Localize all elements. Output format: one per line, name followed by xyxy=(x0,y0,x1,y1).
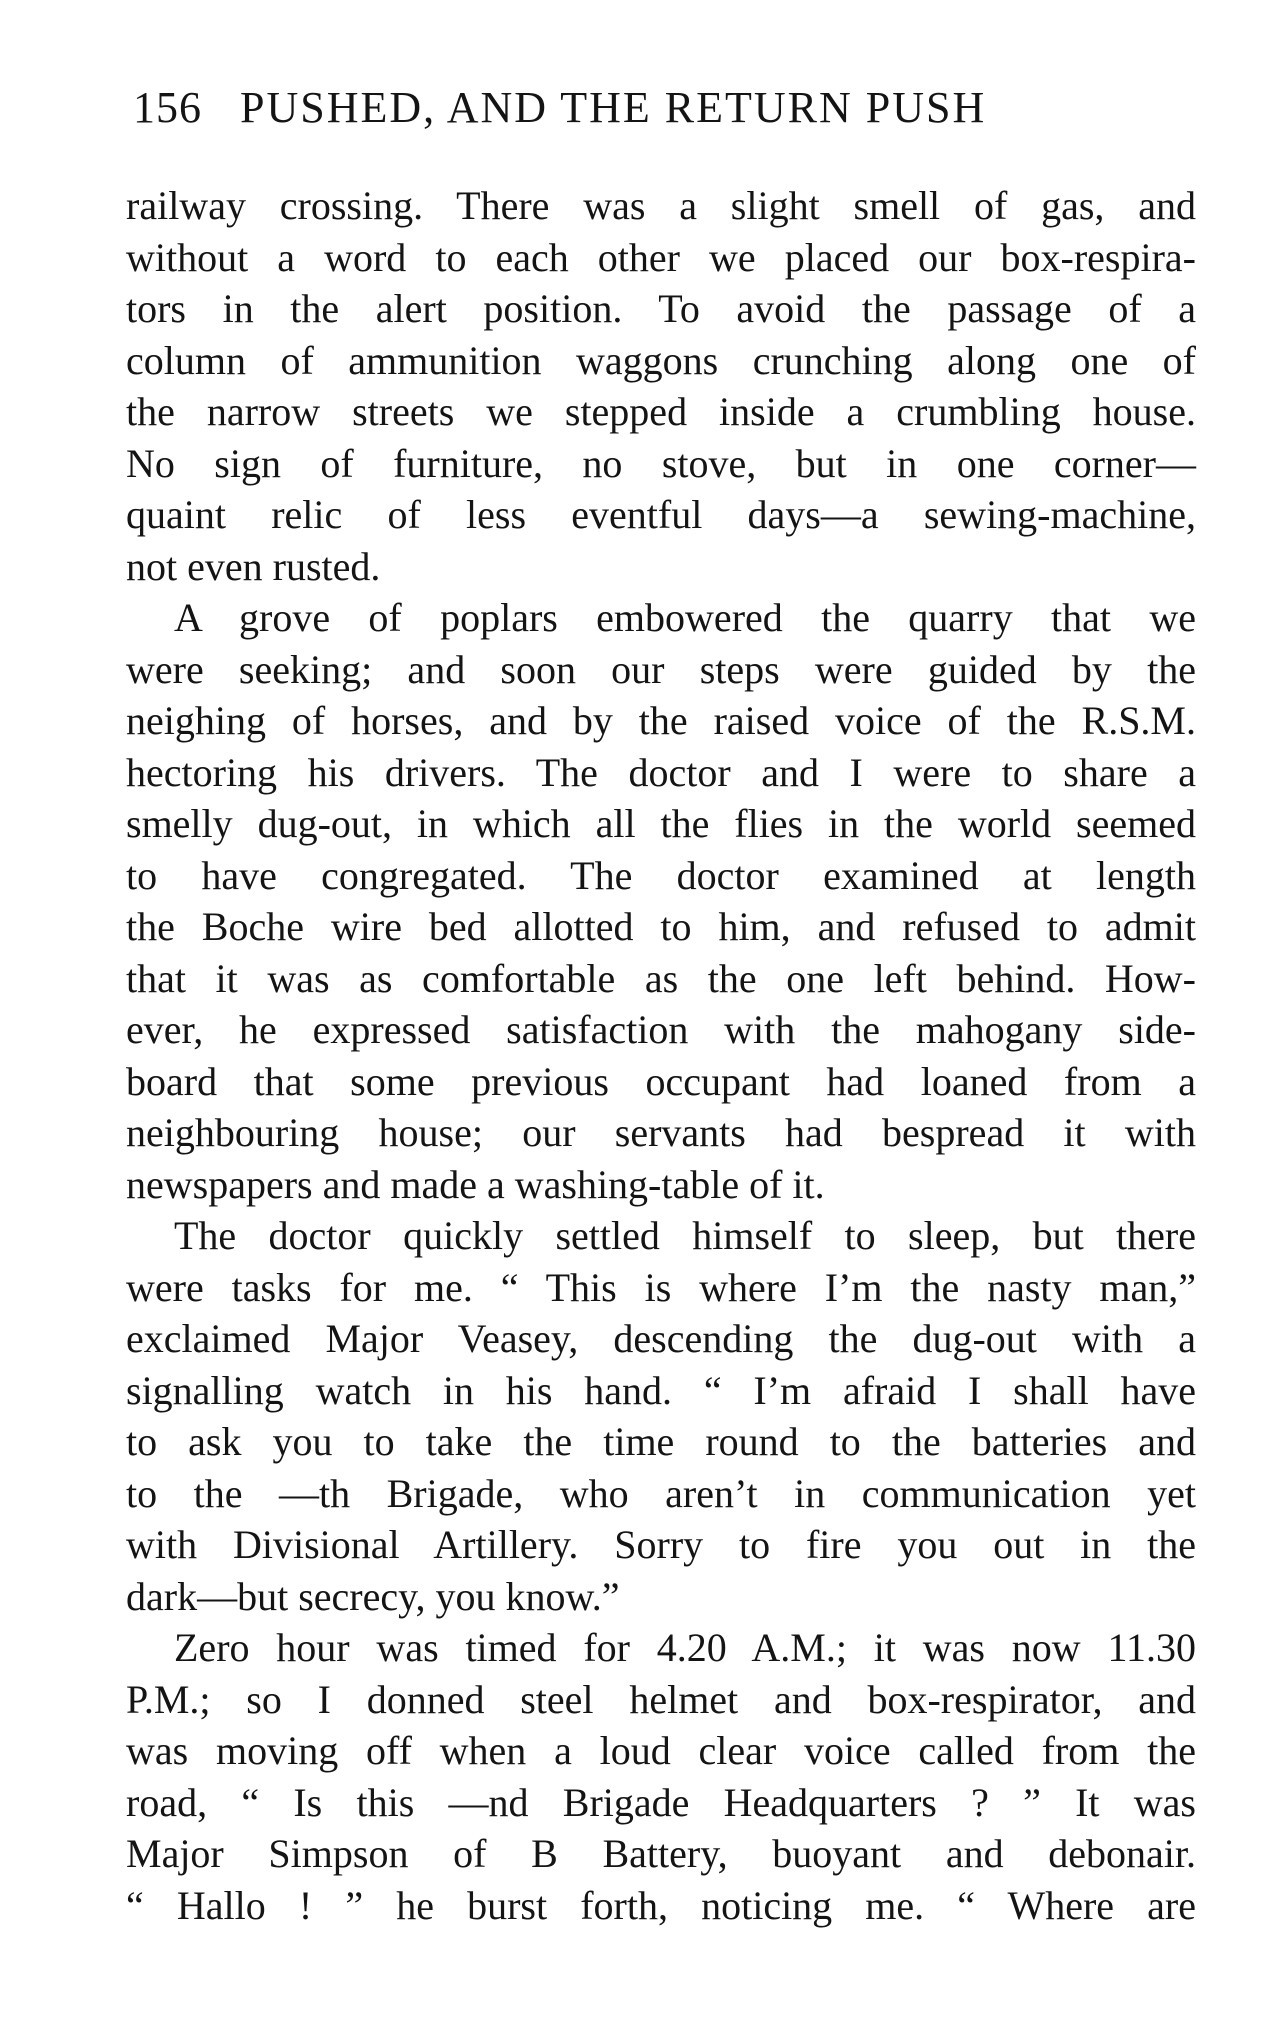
text-line: were tasks for me. “ This is where I’m the nasty man,” xyxy=(126,1264,1196,1310)
text-line: newspapers and made a washing-table of it. xyxy=(126,1161,825,1207)
text-line: Zero hour was timed for 4.20 A.M.; it was now 11.30 xyxy=(174,1625,1196,1670)
text-line: hectoring his drivers. The doctor and I were to share a xyxy=(126,749,1196,795)
paragraph-1 xyxy=(126,180,1196,592)
body-text xyxy=(126,180,1196,1931)
text-line: “ Hallo ! ” he burst forth, noticing me. “ Where are xyxy=(126,1882,1196,1928)
text-line: was moving off when a loud clear voice called from the xyxy=(126,1728,1196,1773)
text-line: railway crossing. There was a slight smell of gas, and xyxy=(126,183,1196,228)
text-line: dark—but secrecy, you know.” xyxy=(126,1573,620,1619)
text-line: the Boche wire bed allotted to him, and refused to admit xyxy=(126,904,1196,949)
text-line: A grove of poplars embowered the quarry that we xyxy=(174,595,1196,640)
text-line: Major Simpson of B Battery, buoyant and debonair. xyxy=(126,1831,1196,1876)
running-header xyxy=(133,82,1133,132)
text-line: No sign of furniture, no stove, but in one corner— xyxy=(126,440,1196,486)
text-line: signalling watch in his hand. “ I’m afraid I shall have xyxy=(126,1367,1196,1413)
text-line: The doctor quickly settled himself to sleep, but there xyxy=(174,1213,1196,1258)
text-line: not even rusted. xyxy=(126,543,381,589)
text-line: P.M.; so I donned steel helmet and box-respirator, and xyxy=(126,1676,1196,1722)
text-line: were seeking; and soon our steps were guided by the xyxy=(126,646,1196,692)
text-line: smelly dug-out, in which all the flies in the world seemed xyxy=(126,801,1196,846)
running-title: PUSHED, AND THE RETURN PUSH xyxy=(240,83,987,132)
text-line: tors in the alert position. To avoid the passage of a xyxy=(126,286,1196,331)
text-line: board that some previous occupant had loaned from a xyxy=(126,1058,1196,1104)
text-line: to the —th Brigade, who aren’t in communication yet xyxy=(126,1470,1196,1516)
text-line: neighing of horses, and by the raised voice of the R.S.M. xyxy=(126,698,1196,743)
page-number: 156 xyxy=(133,83,202,132)
text-line: with Divisional Artillery. Sorry to fire you out in the xyxy=(126,1522,1196,1567)
text-line: to ask you to take the time round to the batteries and xyxy=(126,1419,1196,1464)
text-line: quaint relic of less eventful days—a sewing-machine, xyxy=(126,492,1196,537)
text-line: to have congregated. The doctor examined at length xyxy=(126,852,1196,898)
text-line: column of ammunition waggons crunching along one of xyxy=(126,337,1196,383)
text-line: ever, he expressed satisfaction with the mahogany side- xyxy=(126,1007,1196,1052)
text-line: road, “ Is this —nd Brigade Headquarters ? ” It was xyxy=(126,1779,1196,1825)
text-line: exclaimed Major Veasey, descending the dug-out with a xyxy=(126,1316,1196,1361)
text-line: that it was as comfortable as the one left behind. How- xyxy=(126,955,1196,1001)
paragraph-2 xyxy=(126,592,1196,1210)
text-line: neighbouring house; our servants had bespread it with xyxy=(126,1110,1196,1155)
text-line: without a word to each other we placed our box-respira- xyxy=(126,234,1196,280)
text-line: the narrow streets we stepped inside a crumbling house. xyxy=(126,389,1196,434)
paragraph-4 xyxy=(126,1622,1196,1931)
paragraph-3 xyxy=(126,1210,1196,1622)
